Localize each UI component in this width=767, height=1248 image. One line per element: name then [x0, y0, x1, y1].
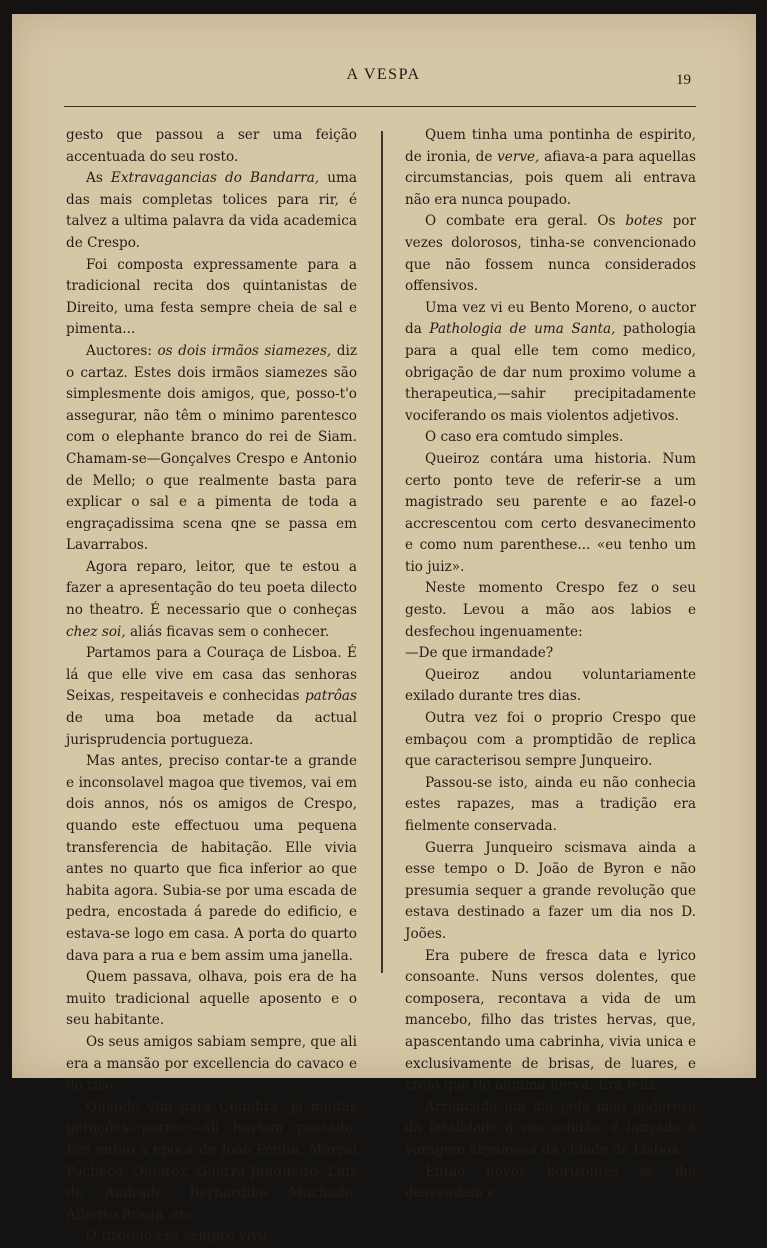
paragraph: [66, 643, 357, 751]
paragraph: [405, 298, 696, 428]
paragraph-text: —De que irmandade?: [405, 645, 554, 662]
paragraph-text: Então novos horisontes se lhe desvendam e: [405, 1163, 696, 1202]
paragraph: [405, 449, 696, 579]
paragraph: [405, 1162, 696, 1205]
paragraph-text: diz o cartaz. Estes dois irmãos siamezes são simplesmente dois amigos, que, posso-t'o assegurar, não têm o minimo parentesco com o elephante branco do rei de Siam. Chamam-se—Gonçalves Crespo e Antonio de Mello; o que realmente basta para explicar o sal e a pimenta de toda a engraçadissima scena qne se passa em Lavarrabos.: [66, 342, 357, 554]
paragraph-text: O caso era comtudo simples.: [425, 429, 624, 446]
paragraph-text: Quem passava, olhava, pois era de ha muito tradicional aquelle aposento e o seu habitante.: [66, 969, 357, 1029]
page-number: 19: [676, 72, 691, 88]
paragraph: [66, 168, 357, 254]
paragraph-text: Os seus amigos sabiam sempre, que ali era a mansão por excellencia do cavaco e do riso.: [66, 1033, 357, 1094]
paragraph-text: Passou-se isto, ainda eu não conhecia estes rapazes, mas a tradição era fielmente conservada.: [405, 774, 696, 834]
paragraph: [405, 838, 696, 946]
paragraph: [66, 125, 357, 168]
paragraph-text: Quando vim para Coimbra, já muitas gerações—parece—ali haviam passado. Era então a epoca de João Penha, Marçal Pacheco, Queiroz, Guerra Junqueiro, Luiz de Andrade, Bernardino Machado, Alberto Braga, etc.: [66, 1098, 357, 1223]
paragraph-text: pathologia para a qual elle tem como medico, obrigação de dar num proximo volume a therapeutica,—sahir precipitadamente vociferando os mais violentos adjetivos.: [405, 321, 696, 424]
paragraph-text: Era pubere de fresca data e lyrico consoante. Nuns versos dolentes, que composera, recontava a vida de um mancebo, filho das tristes hervas, que, apascentando uma cabrinha, vivia unica e exclusivamente de brisas, de luares, e creio que de alguma herva. Era feliz.: [405, 947, 696, 1094]
paragraph-text: As: [86, 170, 111, 187]
paragraph-text: Mas antes, preciso contar-te a grande e inconsolavel magoa que tivemos, vai em dois annos, nós os amigos de Crespo, quando este effectuou uma pequena transferencia de habitação. Elle vivia antes no quarto que fica inferior ao que habita agora. Subia-se por uma escada de pedra, encostada á parede do edificio, e estava-se logo em casa. A porta do quarto dava para a rua e bem assim uma janella.: [66, 753, 357, 964]
paragraph: [405, 708, 696, 773]
paragraph-text: Queiroz andou voluntariamente exilado durante tres dias.: [405, 666, 696, 705]
paragraph-text: aliás ficavas sem o conhecer.: [125, 623, 330, 640]
paragraph: [66, 1226, 357, 1248]
paragraph-text: gesto que passou a ser uma feição accentuada do seu rosto.: [66, 127, 357, 165]
left-column: [66, 125, 357, 1248]
paragraph-text: Auctores:: [86, 342, 158, 359]
italic-text: Pathologia de uma Santa,: [429, 321, 616, 338]
paragraph-text: Uma vez vi eu Bento Moreno, o auctor da: [405, 299, 696, 338]
paragraph-text: Agora reparo, leitor, que te estou a fazer a apresentação do teu poeta dilecto no theatro. É necessario que o conheças: [66, 558, 357, 619]
paragraph: [66, 1097, 357, 1227]
italic-text: Extravagancias do Bandarra,: [110, 170, 320, 187]
paragraph-text: Quem tinha uma pontinha de espirito, de ironia, de: [405, 127, 696, 165]
paragraph-text: afiava-a para aquellas circumstancias, pois quem ali entrava não era nunca poupado.: [405, 148, 696, 208]
paragraph-text: Queiroz contára uma historia. Num certo ponto teve de referir-se a um magistrado seu parente e ao fazel-o accrescentou com certo desvanecimento e como num parenthese... «eu tenho um tio juiz».: [405, 450, 696, 575]
paragraph-text: O tiroteio era sempre vivo.: [86, 1228, 271, 1245]
italic-text: os dois irmãos siamezes,: [157, 342, 332, 359]
italic-text: botes: [625, 213, 663, 230]
paragraph-text: Outra vez foi o proprio Crespo que embaçou com a promptidão de replica que caracterisou sempre Junqueiro.: [405, 710, 696, 770]
paragraph-text: Foi composta expressamente para a tradicional recita dos quintanistas de Direito, uma festa sempre cheia de sal e pimenta...: [66, 256, 357, 338]
paragraph: [405, 211, 696, 297]
paragraph: [66, 967, 357, 1032]
italic-text: verve,: [497, 148, 540, 165]
paragraph-text: O combate era geral. Os: [425, 213, 626, 230]
italic-text: patrôas: [304, 688, 357, 705]
paragraph: [405, 643, 696, 665]
paragraph: [405, 773, 696, 838]
column-divider: [381, 131, 383, 973]
paragraph: [405, 427, 696, 449]
paragraph: [66, 1032, 357, 1097]
paragraph: [405, 665, 696, 708]
paragraph-text: de uma boa metade da actual jurisprudencia portugueza.: [66, 710, 357, 748]
italic-text: chez soi,: [66, 623, 126, 640]
header-rule: [64, 106, 696, 107]
paragraph: [405, 946, 696, 1097]
paragraph: [405, 1097, 696, 1162]
paragraph: [405, 578, 696, 643]
paragraph-text: Arrancado um dia pela mão poderosa da fatalidade á sua solidão, é lançado á voragem abysmosa da cidade de Lisboa.: [405, 1098, 696, 1158]
paragraph: [405, 125, 696, 211]
paragraph: [66, 557, 357, 643]
paragraph-text: por vezes dolorosos, tinha-se convencionado que não fossem nunca considerados offensivos.: [405, 213, 696, 295]
paragraph-text: Partamos para a Couraça de Lisboa. É lá que elle vive em casa das senhoras Seixas, respeitaveis e conhecidas: [66, 645, 357, 705]
paragraph-text: Neste momento Crespo fez o seu gesto. Levou a mão aos labios e desfechou ingenuamente:: [405, 580, 696, 640]
running-title: A VESPA: [346, 66, 421, 83]
paragraph: [66, 751, 357, 967]
right-column: [405, 125, 696, 1205]
paragraph-text: uma das mais completas tolices para rir, é talvez a ultima palavra da vida academica de Crespo.: [66, 170, 357, 251]
paragraph-text: Guerra Junqueiro scismava ainda a esse tempo o D. João de Byron e não presumia sequer a grande revolução que estava destinado a fazer um dia nos D. Joões.: [405, 839, 696, 942]
paragraph: [66, 341, 357, 557]
paragraph: [66, 255, 357, 341]
